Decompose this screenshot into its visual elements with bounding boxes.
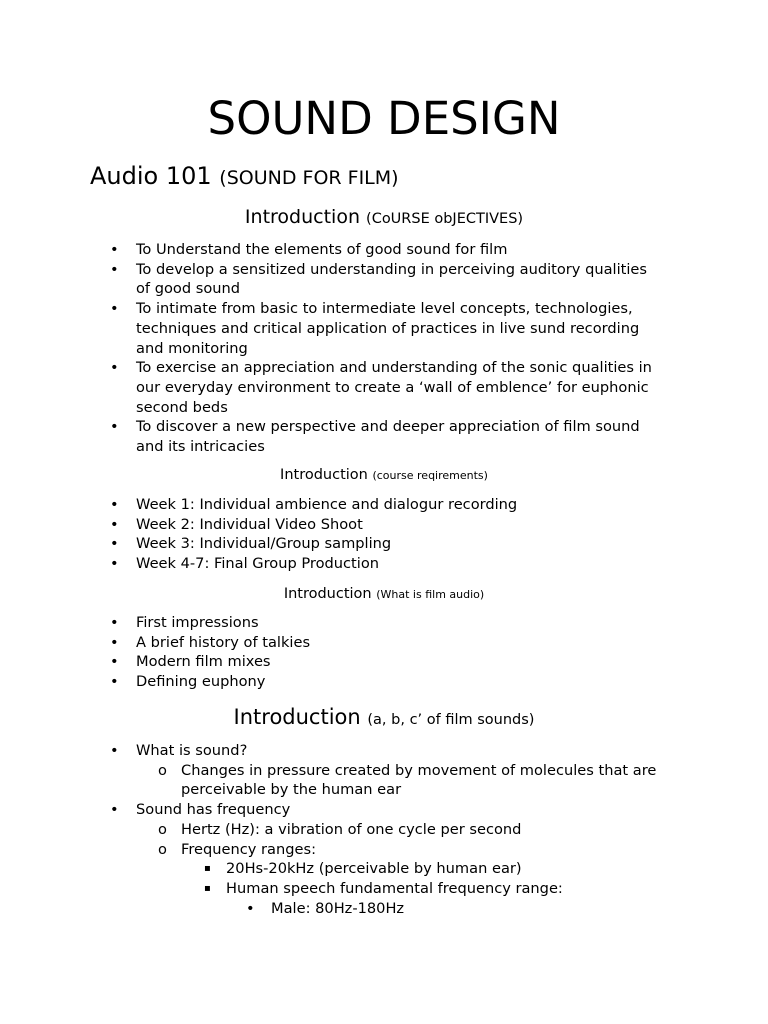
bullet-marker-icon: •: [110, 260, 119, 278]
list-item-text: Sound has frequency: [136, 801, 291, 819]
list-item-text: second beds: [136, 398, 228, 416]
list-item-text: To develop a sensitized understanding in perceiving auditory qualities: [136, 260, 647, 278]
list-item-text: First impressions: [136, 614, 259, 631]
film-audio-list: [0, 613, 310, 692]
bullet-marker-icon: ▪: [204, 882, 211, 894]
list-item-text: of good sound: [136, 280, 241, 298]
list-item-text: To exercise an appreciation and understanding of the sonic qualities in: [136, 359, 652, 377]
section-heading-film-audio: [0, 583, 768, 606]
list-item: [0, 741, 656, 761]
section-heading-paren: (What is film audio): [376, 588, 485, 601]
list-item: [0, 633, 310, 653]
list-item: [0, 761, 656, 800]
list-item-text: To intimate from basic to intermediate level concepts, technologies,: [136, 300, 633, 318]
list-item-text: Week 4-7: Final Group Production: [136, 555, 379, 573]
bullet-marker-icon: o: [158, 761, 167, 779]
bullet-marker-icon: •: [110, 801, 119, 819]
list-item: [0, 534, 517, 554]
list-item-text: Hertz (Hz): a vibration of one cycle per second: [181, 820, 522, 838]
list-item-text: techniques and critical application of practices in live sund recording: [136, 319, 640, 337]
list-item-text: Defining euphony: [136, 673, 266, 691]
bullet-marker-icon: ▪: [204, 863, 211, 875]
section-heading-paren: (course reqirements): [372, 469, 488, 482]
bullet-marker-icon: •: [110, 418, 119, 436]
list-item-text: perceivable by the human ear: [181, 781, 402, 799]
list-item-text: Frequency ranges:: [181, 840, 316, 858]
list-item-text: Changes in pressure created by movement of molecules that are: [181, 761, 657, 779]
section-heading-paren: (CoURSE obJECTIVES): [366, 211, 524, 227]
list-item: [0, 672, 310, 692]
subtitle-paren: (SOUND FOR FILM): [219, 167, 399, 189]
list-item-text: our everyday environment to create a ‘wall of emblence’ for euphonic: [136, 378, 649, 396]
bullet-marker-icon: o: [158, 840, 167, 858]
list-item: [0, 899, 656, 919]
section-heading-film-sounds: [0, 702, 768, 735]
list-item: [0, 417, 652, 456]
list-item-text: To Understand the elements of good sound for film: [136, 241, 508, 258]
list-item-text: Male: 80Hz-180Hz: [271, 899, 405, 917]
bullet-marker-icon: •: [110, 673, 119, 691]
bullet-marker-icon: •: [110, 555, 119, 573]
list-item-text: What is sound?: [136, 742, 248, 759]
list-item: [0, 554, 517, 574]
bullet-marker-icon: •: [110, 633, 119, 651]
section-heading-label: Introduction: [244, 206, 360, 228]
document-subtitle: [90, 160, 399, 194]
bullet-marker-icon: •: [110, 496, 119, 513]
bullet-marker-icon: •: [110, 742, 119, 759]
list-item-text: and its intricacies: [136, 438, 265, 456]
document-title: SOUND DESIGN: [207, 92, 561, 145]
bullet-marker-icon: •: [110, 359, 119, 377]
list-item-text: Week 2: Individual Video Shoot: [136, 515, 363, 533]
list-item-text: 20Hs-20kHz (perceivable by human ear): [226, 860, 522, 878]
list-item: [0, 840, 656, 860]
section-heading-label: Introduction: [280, 467, 368, 483]
section-heading-label: Introduction: [233, 705, 361, 729]
list-item: [0, 879, 656, 899]
list-item: [0, 652, 310, 672]
list-item: [0, 515, 517, 535]
section-heading-course-objectives: [0, 203, 768, 233]
list-item-text: To discover a new perspective and deeper appreciation of film sound: [136, 418, 640, 436]
list-item: [0, 820, 656, 840]
bullet-marker-icon: •: [110, 614, 119, 631]
section-heading-label: Introduction: [283, 586, 372, 602]
list-item-text: Human speech fundamental frequency range:: [226, 879, 563, 897]
list-item-text: Week 3: Individual/Group sampling: [136, 535, 392, 553]
list-item: [0, 800, 656, 820]
list-item: [0, 358, 652, 417]
section-heading-course-requirements: [0, 464, 768, 487]
bullet-marker-icon: •: [110, 241, 119, 258]
list-item: [0, 495, 517, 515]
course-objectives-list: [0, 240, 652, 457]
bullet-marker-icon: •: [110, 300, 119, 318]
section-heading-paren: (a, b, c’ of film sounds): [367, 712, 535, 728]
list-item: [0, 240, 652, 260]
list-item: [0, 260, 652, 299]
bullet-marker-icon: •: [110, 515, 119, 533]
list-item: [0, 613, 310, 633]
list-item-text: A brief history of talkies: [136, 633, 311, 651]
bullet-marker-icon: •: [110, 535, 119, 553]
bullet-marker-icon: •: [110, 653, 119, 671]
list-item-text: and monitoring: [136, 339, 248, 357]
subtitle-main: Audio 101: [90, 162, 212, 190]
course-requirements-list: [0, 495, 517, 574]
list-item-text: Modern film mixes: [136, 653, 271, 671]
list-item-text: Week 1: Individual ambience and dialogur recording: [136, 496, 518, 513]
film-sounds-list: [0, 741, 656, 918]
bullet-marker-icon: •: [246, 899, 255, 917]
bullet-marker-icon: o: [158, 820, 167, 838]
list-item: [0, 299, 652, 358]
list-item: [0, 859, 656, 879]
